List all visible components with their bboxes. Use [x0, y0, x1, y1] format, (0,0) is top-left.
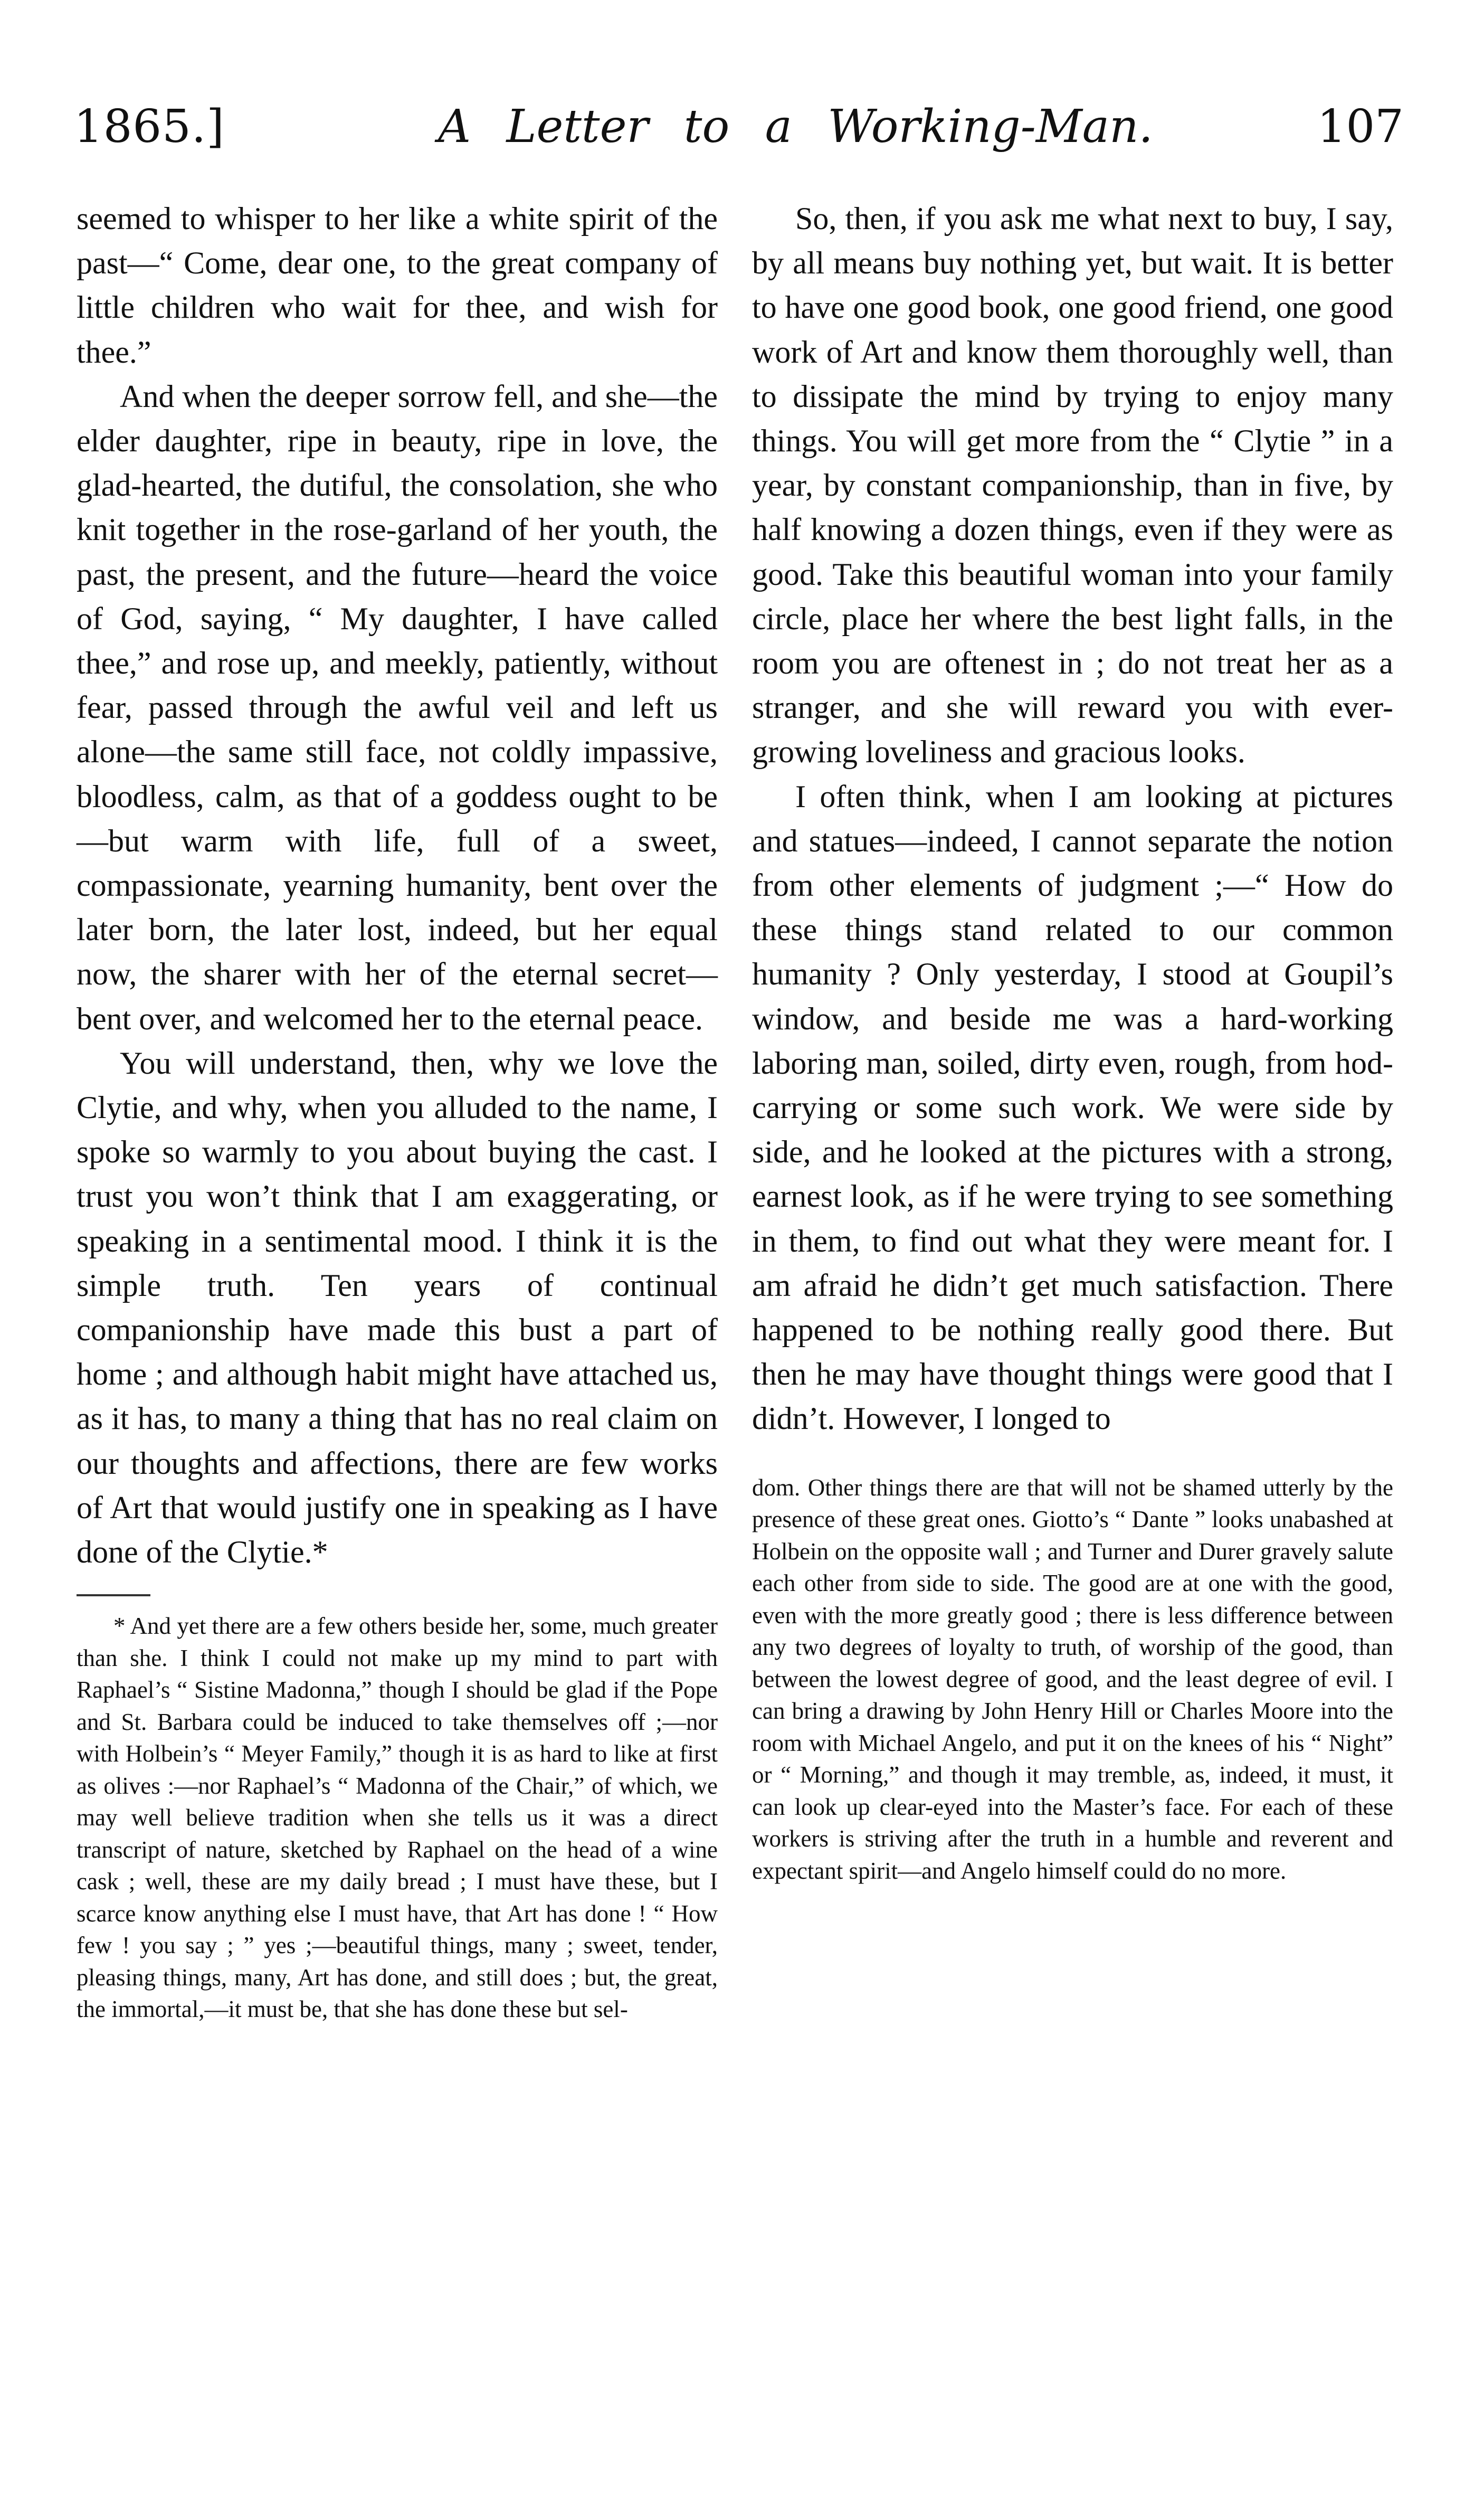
header-year: 1865.] [74, 100, 225, 153]
left-column [77, 196, 718, 2025]
footnote-text: * And yet there are a few others beside her, some, much greater than she. I think I could not make up my mind to part with Raphael’s “ Sistine Madonna,” though I should be glad if the Pope and St. Barbara could be induced to take themselves off ;—nor with Holbein’s “ Meyer Family,” though it is as hard to like at first as olives :—nor Raphael’s “ Madonna of the Chair,” of which, we may well believe tradition when she tells us it was a direct transcript of nature, sketched by Raphael on the head of a wine cask ; well, these are my daily bread ; I must have these, but I scarce know anything else I must have, that Art has done ! “ How few ! you say ; ” yes ;—beautiful things, many ; sweet, tender, pleasing things, many, Art has done, and still does ; but, the great, the immortal,—it must be, that she has done these but sel- [77, 1613, 718, 2023]
running-header [74, 92, 1404, 161]
paragraph: I often think, when I am looking at pictures and statues—indeed, I cannot separate the notion from other elements of judgment ;—“ How do these things stand related to our common humanity ? Only yesterday, I stood at Goupil’s window, and beside me was a hard-working laboring man, soiled, dirty even, rough, from hod-carrying or some such work. We were side by side, and he looked at the pictures with a strong, earnest look, as if he were trying to see something in them, to find out what they were meant for. I am afraid he didn’t get much satisfaction. There happened to be nothing really good there. But then he may have thought things were good that I didn’t. However, I longed to [752, 779, 1393, 1436]
column-gap [752, 1441, 1393, 1472]
footnote-continuation [752, 1472, 1393, 1887]
paragraph: So, then, if you ask me what next to buy, I say, by all means buy nothing yet, but wait. It is better to have one good book, one good friend, one good work of Art and know them thoroughly well, than to dissipate the mind by trying to enjoy many things. You will get more from the “ Clytie ” in a year, by constant companionship, than in five, by half knowing a dozen things, even if they were as good. Take this beautiful woman into your family circle, place her where the best light falls, in the room you are oftenest in ; do not treat her as a stranger, and she will reward you with ever-growing loveliness and gracious looks. [752, 201, 1393, 770]
footnote [77, 1610, 718, 2025]
paragraph: You will understand, then, why we love the Clytie, and why, when you alluded to the name, I spoke so warmly to you about buying the cast. I trust you won’t think that I am exaggerating, or speaking in a sentimental mood. I think it is the simple truth. Ten years of continual companionship have made this bust a part of home ; and although habit might have attached us, as it has, to many a thing that has no real claim on our thoughts and affections, there are few works of Art that would justify one in speaking as I have done of the Clytie.* [77, 1045, 718, 1570]
right-column-body [752, 196, 1393, 1441]
left-column-body [77, 196, 718, 1574]
paragraph: And when the deeper sorrow fell, and she—the elder daughter, ripe in beauty, ripe in love, the glad-hearted, the dutiful, the consolation, she who knit together in the rose-garland of her youth, the past, the present, and the future—heard the voice of God, saying, “ My daughter, I have called thee,” and rose up, and meekly, patiently, without fear, passed through the awful veil and left us alone—the same still face, not coldly impassive, bloodless, calm, as that of a goddess ought to be—but warm with life, full of a sweet, compassionate, yearning humanity, bent over the later born, the later lost, indeed, but her equal now, the sharer with her of the eternal secret—bent over, and welcomed her to the eternal peace. [77, 378, 718, 1036]
right-column [752, 196, 1393, 1887]
paragraph: seemed to whisper to her like a white spirit of the past—“ Come, dear one, to the great company of little children who wait for thee, and wish for thee.” [77, 201, 718, 370]
footnote-rule [77, 1594, 150, 1596]
page-number: 107 [1317, 100, 1404, 153]
footnote-continuation-text: dom. Other things there are that will not be shamed utterly by the presence of these great ones. Giotto’s “ Dante ” looks unabashed at Holbein on the opposite wall ; and Turner and Durer gravely salute each other from side to side. The good are at one with the good, even with the more greatly good ; there is less difference between any two degrees of loyalty to truth, of worship of the good, than between the lowest degree of good, and the least degree of evil. I can bring a drawing by John Henry Hill or Charles Moore into the room with Michael Angelo, and put it on the knees of his “ Night” or “ Morning,” and though it may tremble, as, indeed, it must, it can look up clear-eyed into the Master’s face. For each of these workers is striving after the truth in a humble and reverent and expectant spirit—and Angelo himself could do no more. [752, 1474, 1393, 1884]
header-title: A Letter to a Working-Man. [438, 100, 1153, 153]
